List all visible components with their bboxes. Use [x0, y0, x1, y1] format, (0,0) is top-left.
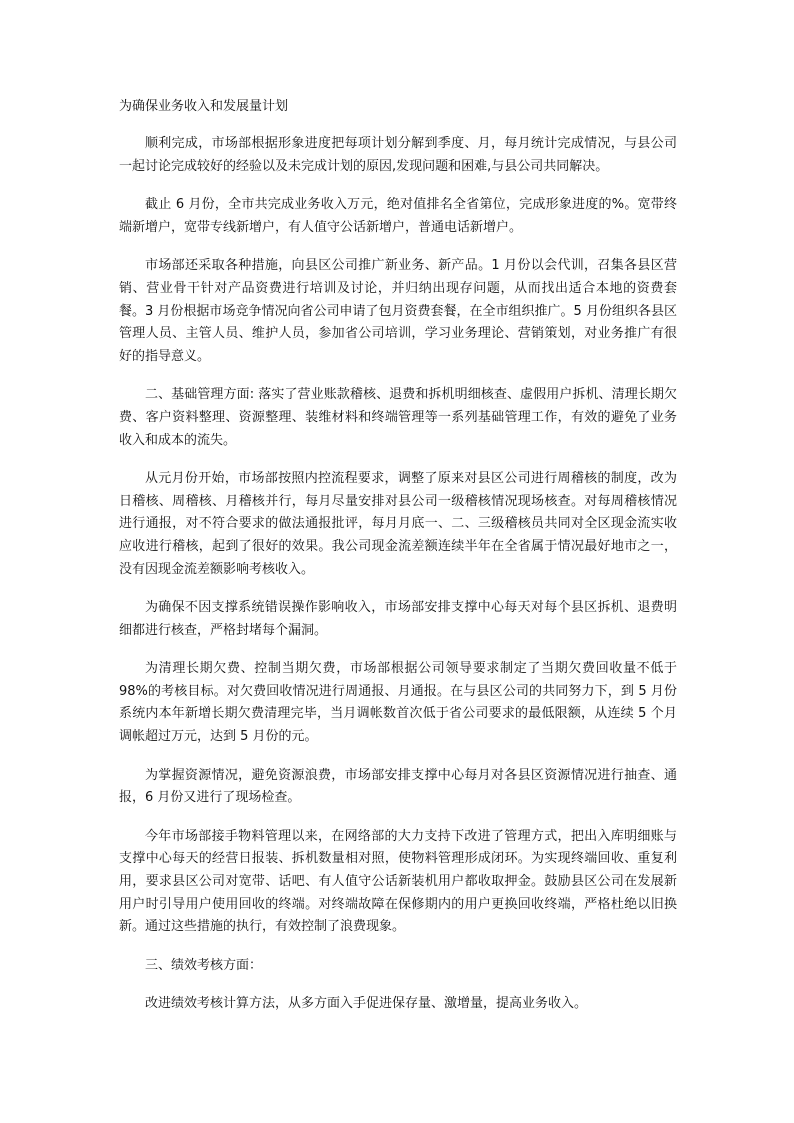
paragraph-june-results: 截止 6 月份，全市共完成业务收入万元，绝对值排名全省第位，完成形象进度的%。宽带终端新增户，宽带专线新增户，有人值守公话新增户，普通电话新增户。 [119, 197, 677, 235]
paragraph-support-system: 为确保不因支撑系统错误操作影响收入，市场部安排支撑中心每天对每个县区拆机、退费明细都进行核查，严格封堵每个漏洞。 [119, 600, 677, 638]
paragraph-basic-management: 二、基础管理方面: 落实了营业账款稽核、退费和拆机明细核查、虚假用户拆机、清理长期欠费、客户资料整理、资源整理、装维材料和终端管理等一系列基础管理工作，有效的避免了业务收入和成本的流失。 [119, 387, 677, 448]
section-heading-performance: 三、绩效考核方面： [145, 957, 263, 973]
paragraph-arrears: 为清理长期欠费、控制当期欠费，市场部根据公司领导要求制定了当期欠费回收量不低于 98%的考核目标。对欠费回收情况进行周通报、月通报。在与县区公司的共同努力下，到 5 月份系统内本年新增长期欠费清理完毕，当月调帐数首次低于省公司要求的最低限额，从连续 5 个月调帐超过万元，达到 5 月份的元。 [119, 661, 677, 745]
paragraph-audit: 从元月份开始，市场部按照内控流程要求，调整了原来对县区公司进行周稽核的制度，改为日稽核、周稽核、月稽核并行，每月尽量安排对县公司一级稽核情况现场核查。对每周稽核情况进行通报，对不符合要求的做法通报批评，每月月底一、二、三级稽核员共同对全区现金流实收应收进行稽核，起到了很好的效果。我公司现金流差额连续半年在全省属于情况最好地市之一，没有因现金流差额影响考核收入。 [119, 471, 677, 577]
document-title: 为确保业务收入和发展量计划 [119, 99, 289, 114]
paragraph-resources: 为掌握资源情况，避免资源浪费，市场部安排支撑中心每月对各县区资源情况进行抽查、通报，6 月份又进行了现场检查。 [119, 767, 677, 806]
paragraph-promotion: 市场部还采取各种措施，向县区公司推广新业务、新产品。1 月份以会代训，召集各县区营销、营业骨干针对产品资费进行培训及讨论，并归纳出现存问题，从而找出适合本地的资费套餐。3 月份根据市场竞争情况向省公司申请了包月资费套餐，在全市组织推广。5 月份组织各县区管理人员、主管人员、维护人员，参加省公司培训，学习业务理论、营销策划，对业务推广有很好的指导意义。 [119, 258, 677, 364]
document-page [119, 96, 677, 1032]
paragraph-materials: 今年市场部接手物料管理以来，在网络部的大力支持下改进了管理方式，把出入库明细账与支撑中心每天的经营日报装、拆机数量相对照，使物料管理形成闭环。为实现终端回收、重复利用，要求县区公司对宽带、话吧、有人值守公话新装机用户都收取押金。鼓励县区公司在发展新用户时引导用户使用回收的终端。对终端故障在保修期内的用户更换回收终端，严格杜绝以旧换新。通过这些措施的执行，有效控制了浪费现象。 [119, 828, 677, 935]
paragraph-targets: 顺利完成，市场部根据形象进度把每项计划分解到季度、月，每月统计完成情况，与县公司一起讨论完成较好的经验以及未完成计划的原因,发现问题和困难,与县公司共同解决。 [119, 136, 677, 174]
paragraph-performance: 改进绩效考核计算方法，从多方面入手促进保存量、激增量，提高业务收入。 [145, 996, 588, 1012]
